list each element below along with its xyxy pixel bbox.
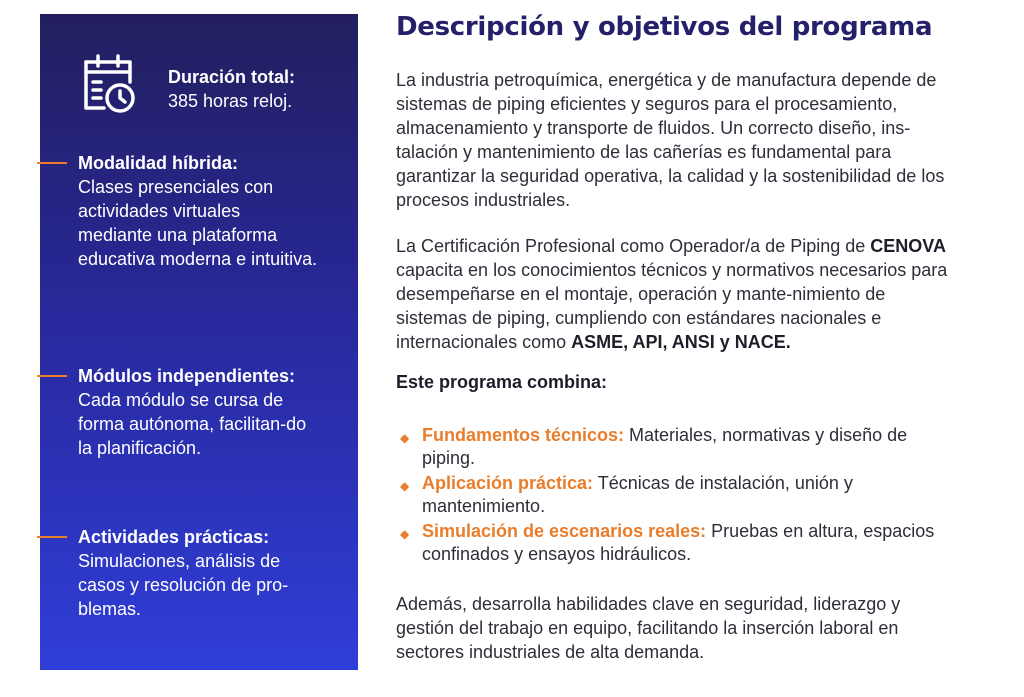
item-text: Pruebas en altura, espacios confinados y ensayos hidráulicos. [422, 521, 935, 564]
standards-list: ASME, API, ANSI y NACE. [571, 332, 791, 352]
feature-practical-activities [78, 525, 323, 621]
feature-title: Módulos independientes: [78, 366, 296, 386]
list-item [396, 424, 956, 470]
diamond-bullet-icon: ◆ [400, 431, 410, 445]
duration-block [168, 65, 348, 113]
item-highlight: Simulación de escenarios reales: [422, 521, 707, 541]
feature-title: Modalidad híbrida: [78, 153, 238, 173]
closing-paragraph: Además, desarrolla habilidades clave en seguridad, liderazgo y gestión del trabajo en equipo, facilitando la inserción laboral en sectores industriales de alta demanda. [396, 594, 901, 662]
item-highlight: Fundamentos técnicos: [422, 425, 625, 445]
feature-body: Simulaciones, análisis de casos y resolución de pro-blemas. [78, 551, 289, 619]
feature-title: Actividades prácticas: [78, 527, 270, 547]
brand-name: CENOVA [870, 236, 946, 256]
p2-text-b: capacita en los conocimientos técnicos y normativos necesarios para desempeñarse en el montaje, operación y mante-nimiento de sistemas de piping, cumpliendo con estándares nacionales e internacionales como [396, 260, 948, 352]
diamond-bullet-icon: ◆ [400, 479, 410, 493]
intro-paragraph: La industria petroquímica, energética y de manufactura depende de sistemas de piping eficientes y seguros para el procesamiento, almacenamiento y transporte de fluidos. Un correcto diseño, ins-talación y mantenimiento de las cañerías es fundamental para garantizar la seguridad operativa, la calidad y la sostenibilidad de los procesos industriales. [396, 70, 945, 210]
calendar-clock-icon [76, 52, 140, 116]
accent-dash [37, 162, 67, 164]
page-title: Descripción y objetivos del programa [396, 12, 933, 42]
accent-dash [37, 536, 67, 538]
program-list [396, 424, 956, 568]
duration-value: 385 horas reloj. [168, 91, 293, 111]
accent-dash [37, 375, 67, 377]
duration-title: Duración total: [168, 67, 296, 87]
list-item [396, 520, 956, 566]
p2-text-a: La Certificación Profesional como Operador/a de Piping de [396, 236, 871, 256]
program-combines-heading: Este programa combina: [396, 372, 608, 392]
feature-body: Cada módulo se cursa de forma autónoma, facilitan-do la planificación. [78, 390, 307, 458]
feature-independent-modules [78, 364, 323, 460]
diamond-bullet-icon: ◆ [400, 527, 410, 541]
item-text: Técnicas de instalación, unión y mantenimiento. [422, 473, 853, 516]
list-item [396, 472, 956, 518]
feature-body: Clases presenciales con actividades virtuales mediante una plataforma educativa moderna e intuitiva. [78, 177, 318, 269]
item-highlight: Aplicación práctica: [422, 473, 594, 493]
item-text: Materiales, normativas y diseño de piping. [422, 425, 908, 468]
certification-paragraph [396, 234, 956, 354]
feature-hybrid [78, 151, 318, 271]
